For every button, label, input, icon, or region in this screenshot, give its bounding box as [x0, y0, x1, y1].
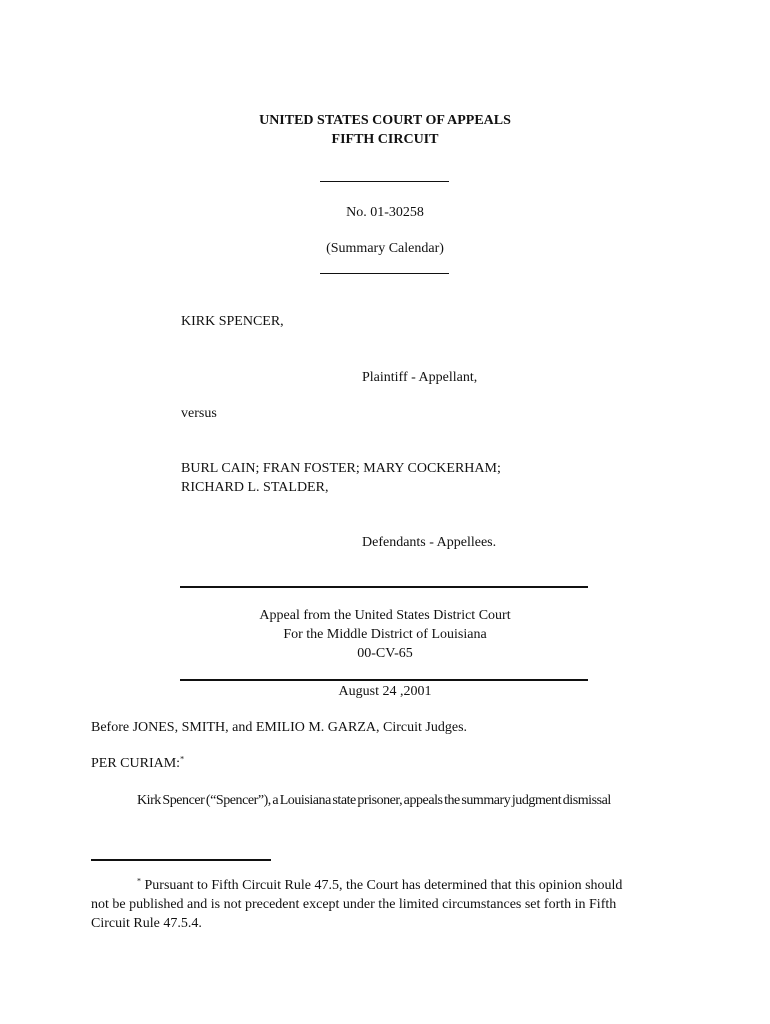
court-name: UNITED STATES COURT OF APPEALS — [259, 113, 511, 128]
short-rule-bottom — [320, 273, 449, 274]
appeal-district-line: For the Middle District of Louisiana — [283, 627, 487, 642]
defendants-line-2: RICHARD L. STALDER, — [181, 480, 329, 495]
appeal-rule-top — [180, 586, 588, 588]
decision-date: August 24 ,2001 — [338, 684, 432, 699]
calendar-type: (Summary Calendar) — [326, 241, 444, 256]
docket-number: No. 01-30258 — [346, 205, 424, 220]
per-curiam-heading: PER CURIAM:* — [91, 754, 185, 771]
plaintiff-role: Plaintiff - Appellant, — [362, 370, 478, 385]
plaintiff-name: KIRK SPENCER, — [181, 314, 284, 329]
panel-judges: Before JONES, SMITH, and EMILIO M. GARZA, Circuit Judges. — [91, 720, 468, 735]
defendants-role: Defendants - Appellees. — [362, 535, 497, 550]
footnote-line-3: Circuit Rule 47.5.4. — [91, 916, 202, 931]
footnote-line-1: * Pursuant to Fifth Circuit Rule 47.5, the Court has determined that this opinion should — [137, 876, 623, 893]
short-rule-top — [320, 181, 449, 182]
footnote-line-2: not be published and is not precedent except under the limited circumstances set forth in Fifth — [91, 897, 617, 912]
district-case-number: 00-CV-65 — [357, 646, 413, 661]
appeal-rule-bottom — [180, 679, 588, 681]
footnote-reference: * — [180, 754, 185, 764]
footnote-separator — [91, 859, 271, 861]
circuit-name: FIFTH CIRCUIT — [331, 132, 439, 147]
versus-label: versus — [181, 406, 217, 421]
opinion-first-line: Kirk Spencer (“Spencer”), a Louisiana state prisoner, appeals the summary judgment dismissal — [137, 793, 611, 808]
appeal-court-line: Appeal from the United States District Court — [259, 608, 511, 623]
footnote-marker: * — [137, 876, 141, 886]
defendants-line-1: BURL CAIN; FRAN FOSTER; MARY COCKERHAM; — [181, 461, 501, 476]
